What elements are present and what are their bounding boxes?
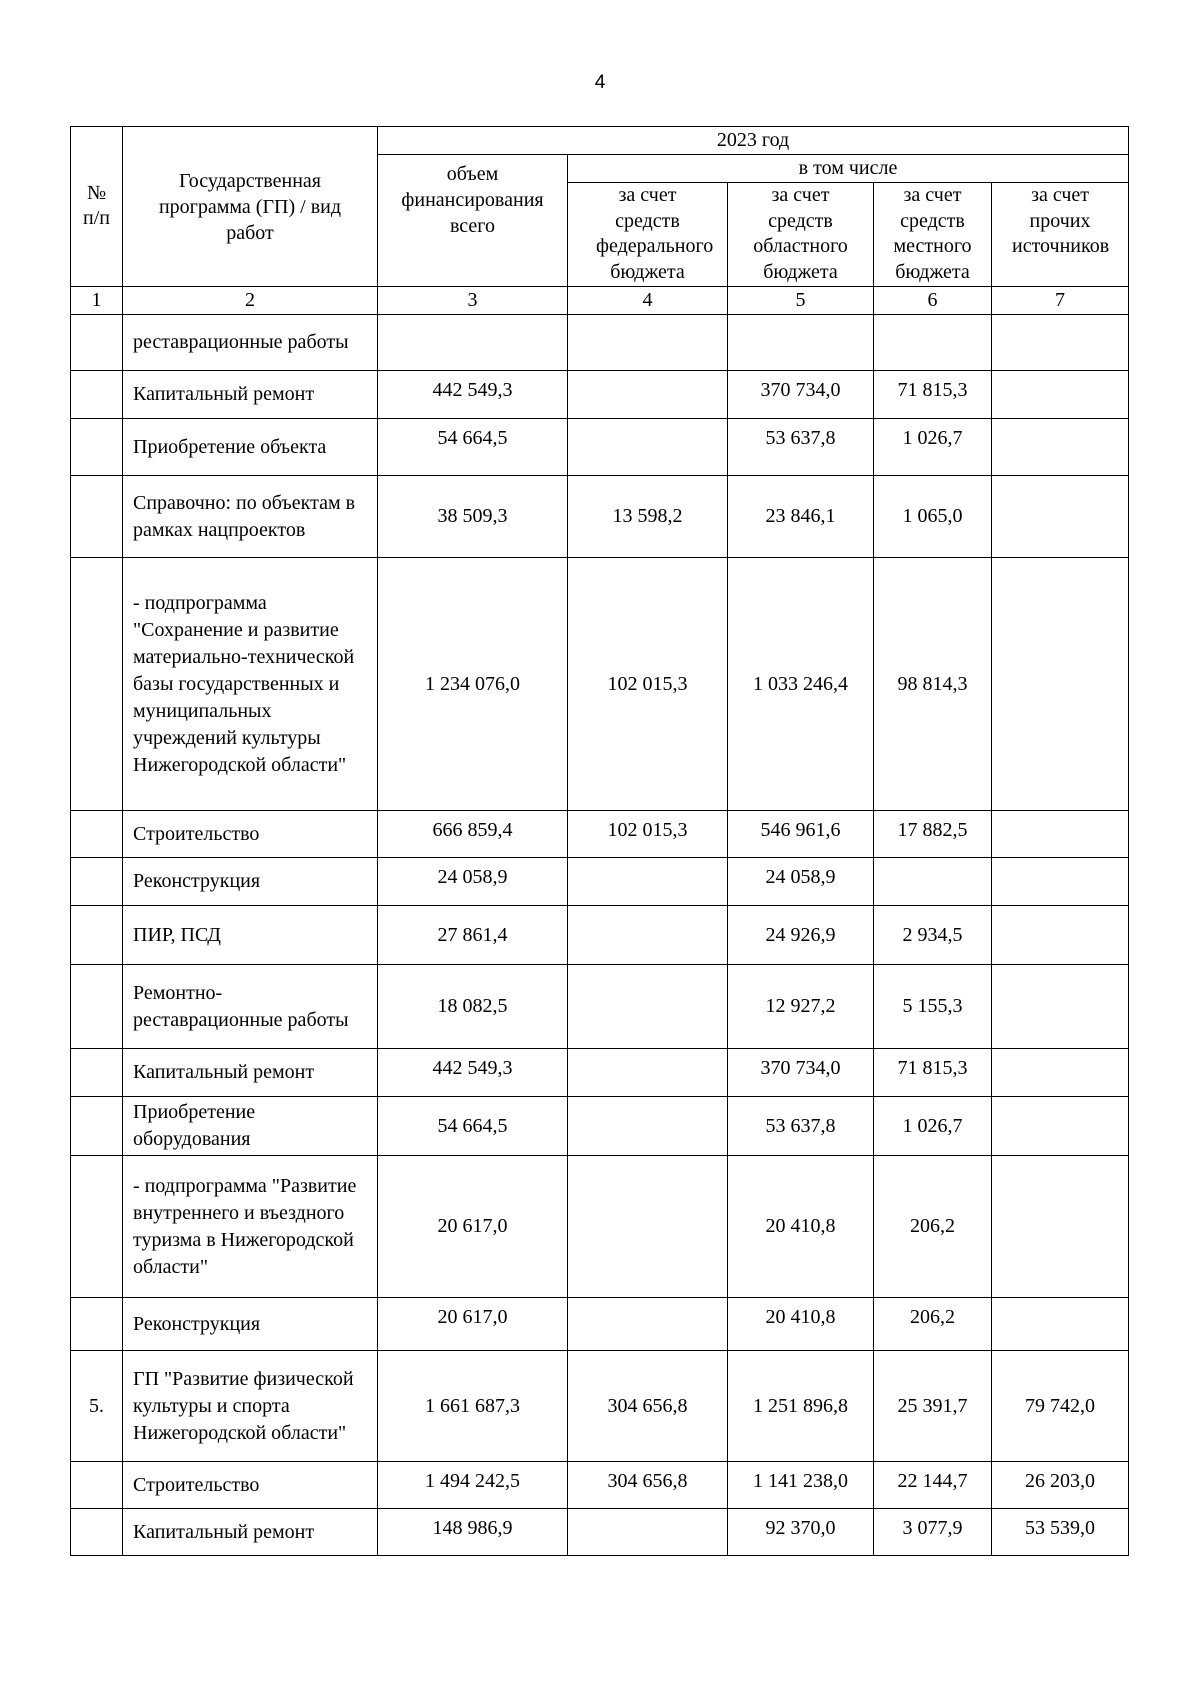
cell-regional: 53 637,8	[728, 1097, 874, 1156]
row-number	[71, 1509, 123, 1556]
row-label: Капитальный ремонт	[123, 371, 378, 419]
cell-total: 442 549,3	[378, 1049, 568, 1097]
cell-regional: 53 637,8	[728, 419, 874, 476]
row-number	[71, 965, 123, 1049]
cell-other	[992, 858, 1129, 906]
row-label: Реконструкция	[123, 1298, 378, 1351]
column-number: 5	[728, 287, 874, 315]
page-number: 4	[594, 72, 606, 93]
cell-local: 25 391,7	[874, 1351, 992, 1462]
column-number: 2	[123, 287, 378, 315]
row-label: - подпрограмма "Развитие внутреннего и въездного туризма в Нижегородской области"	[123, 1156, 378, 1298]
cell-federal	[568, 419, 728, 476]
table-row	[71, 371, 1129, 419]
cell-federal	[568, 1097, 728, 1156]
table-row	[71, 906, 1129, 965]
cell-other	[992, 811, 1129, 858]
row-label: Приобретение объекта	[123, 419, 378, 476]
row-number	[71, 1097, 123, 1156]
table-row	[71, 419, 1129, 476]
cell-regional: 20 410,8	[728, 1156, 874, 1298]
cell-federal: 13 598,2	[568, 476, 728, 558]
header-including: в том числе	[568, 155, 1129, 183]
cell-regional: 1 251 896,8	[728, 1351, 874, 1462]
cell-other	[992, 1097, 1129, 1156]
cell-regional: 24 058,9	[728, 858, 874, 906]
cell-other	[992, 1156, 1129, 1298]
column-number: 7	[992, 287, 1129, 315]
cell-federal	[568, 1298, 728, 1351]
cell-local: 1 065,0	[874, 476, 992, 558]
cell-local	[874, 858, 992, 906]
header-col-local: за счет средств местного бюджета	[874, 183, 992, 287]
cell-local: 71 815,3	[874, 1049, 992, 1097]
row-number	[71, 906, 123, 965]
row-label: Приобретение оборудования	[123, 1097, 378, 1156]
cell-regional: 546 961,6	[728, 811, 874, 858]
cell-other	[992, 419, 1129, 476]
table-row	[71, 476, 1129, 558]
row-label: ПИР, ПСД	[123, 906, 378, 965]
cell-federal: 102 015,3	[568, 811, 728, 858]
cell-other: 53 539,0	[992, 1509, 1129, 1556]
cell-local: 71 815,3	[874, 371, 992, 419]
row-label: Ремонтно-реставрационные работы	[123, 965, 378, 1049]
column-number: 1	[71, 287, 123, 315]
row-label: Реконструкция	[123, 858, 378, 906]
cell-other: 79 742,0	[992, 1351, 1129, 1462]
row-number	[71, 1049, 123, 1097]
table-row	[71, 1156, 1129, 1298]
row-number	[71, 315, 123, 371]
cell-local: 17 882,5	[874, 811, 992, 858]
header-year: 2023 год	[378, 127, 1129, 155]
cell-total: 20 617,0	[378, 1156, 568, 1298]
cell-total: 18 082,5	[378, 965, 568, 1049]
cell-federal	[568, 965, 728, 1049]
row-number	[71, 1462, 123, 1509]
cell-federal	[568, 371, 728, 419]
cell-regional: 370 734,0	[728, 371, 874, 419]
cell-local	[874, 315, 992, 371]
header-col-other: за счет прочих источников	[992, 183, 1129, 287]
cell-local: 98 814,3	[874, 558, 992, 811]
row-number	[71, 1156, 123, 1298]
cell-regional	[728, 315, 874, 371]
header-col-total: объем финансирования всего	[378, 155, 568, 287]
table-row	[71, 1351, 1129, 1462]
table-row	[71, 1049, 1129, 1097]
cell-other	[992, 476, 1129, 558]
row-number	[71, 858, 123, 906]
cell-other	[992, 1049, 1129, 1097]
cell-total: 54 664,5	[378, 419, 568, 476]
cell-total: 24 058,9	[378, 858, 568, 906]
cell-total: 666 859,4	[378, 811, 568, 858]
column-number: 6	[874, 287, 992, 315]
cell-total: 20 617,0	[378, 1298, 568, 1351]
row-label: Строительство	[123, 811, 378, 858]
row-label: Строительство	[123, 1462, 378, 1509]
row-number: 5.	[71, 1351, 123, 1462]
cell-total	[378, 315, 568, 371]
cell-other	[992, 1298, 1129, 1351]
cell-total: 27 861,4	[378, 906, 568, 965]
cell-total: 442 549,3	[378, 371, 568, 419]
cell-total: 1 661 687,3	[378, 1351, 568, 1462]
table-row	[71, 1097, 1129, 1156]
cell-federal	[568, 315, 728, 371]
cell-federal	[568, 1509, 728, 1556]
cell-total: 148 986,9	[378, 1509, 568, 1556]
cell-other	[992, 315, 1129, 371]
funding-table	[70, 126, 1129, 1556]
table-row	[71, 1462, 1129, 1509]
cell-regional: 1 033 246,4	[728, 558, 874, 811]
cell-regional: 20 410,8	[728, 1298, 874, 1351]
cell-regional: 1 141 238,0	[728, 1462, 874, 1509]
table-row	[71, 1509, 1129, 1556]
cell-other: 26 203,0	[992, 1462, 1129, 1509]
row-label: ГП "Развитие физической культуры и спорта Нижегородской области"	[123, 1351, 378, 1462]
row-number	[71, 476, 123, 558]
cell-local: 206,2	[874, 1298, 992, 1351]
cell-local: 1 026,7	[874, 1097, 992, 1156]
header-col-federal: за счет средств федерального бюджета	[568, 183, 728, 287]
table-row	[71, 315, 1129, 371]
row-label: реставрационные работы	[123, 315, 378, 371]
cell-other	[992, 906, 1129, 965]
cell-federal: 304 656,8	[568, 1462, 728, 1509]
row-number	[71, 371, 123, 419]
cell-local: 3 077,9	[874, 1509, 992, 1556]
row-number	[71, 811, 123, 858]
column-number: 3	[378, 287, 568, 315]
cell-other	[992, 965, 1129, 1049]
cell-local: 1 026,7	[874, 419, 992, 476]
header-col-no: № п/п	[71, 127, 123, 287]
row-label: Капитальный ремонт	[123, 1049, 378, 1097]
cell-regional: 12 927,2	[728, 965, 874, 1049]
column-numbers-row	[71, 287, 1129, 315]
cell-federal	[568, 858, 728, 906]
cell-other	[992, 371, 1129, 419]
cell-federal	[568, 1156, 728, 1298]
cell-local: 22 144,7	[874, 1462, 992, 1509]
cell-regional: 24 926,9	[728, 906, 874, 965]
cell-local: 5 155,3	[874, 965, 992, 1049]
cell-total: 54 664,5	[378, 1097, 568, 1156]
header-col-program: Государственная программа (ГП) / вид работ	[123, 127, 378, 287]
row-number	[71, 1298, 123, 1351]
cell-regional: 370 734,0	[728, 1049, 874, 1097]
table-row	[71, 811, 1129, 858]
table-row	[71, 858, 1129, 906]
header-col-regional: за счет средств областного бюджета	[728, 183, 874, 287]
row-label: Капитальный ремонт	[123, 1509, 378, 1556]
cell-regional: 92 370,0	[728, 1509, 874, 1556]
cell-federal	[568, 906, 728, 965]
cell-total: 38 509,3	[378, 476, 568, 558]
cell-local: 206,2	[874, 1156, 992, 1298]
row-label: - подпрограмма "Сохранение и развитие материально-технической базы государственных и муниципальных учреждений культуры Нижегородской области"	[123, 558, 378, 811]
row-label: Справочно: по объектам в рамках нацпроектов	[123, 476, 378, 558]
column-number: 4	[568, 287, 728, 315]
cell-federal	[568, 1049, 728, 1097]
table-row	[71, 1298, 1129, 1351]
cell-federal: 304 656,8	[568, 1351, 728, 1462]
row-number	[71, 419, 123, 476]
cell-total: 1 494 242,5	[378, 1462, 568, 1509]
table-row	[71, 965, 1129, 1049]
cell-local: 2 934,5	[874, 906, 992, 965]
cell-federal: 102 015,3	[568, 558, 728, 811]
row-number	[71, 558, 123, 811]
cell-regional: 23 846,1	[728, 476, 874, 558]
cell-other	[992, 558, 1129, 811]
table-row	[71, 558, 1129, 811]
cell-total: 1 234 076,0	[378, 558, 568, 811]
